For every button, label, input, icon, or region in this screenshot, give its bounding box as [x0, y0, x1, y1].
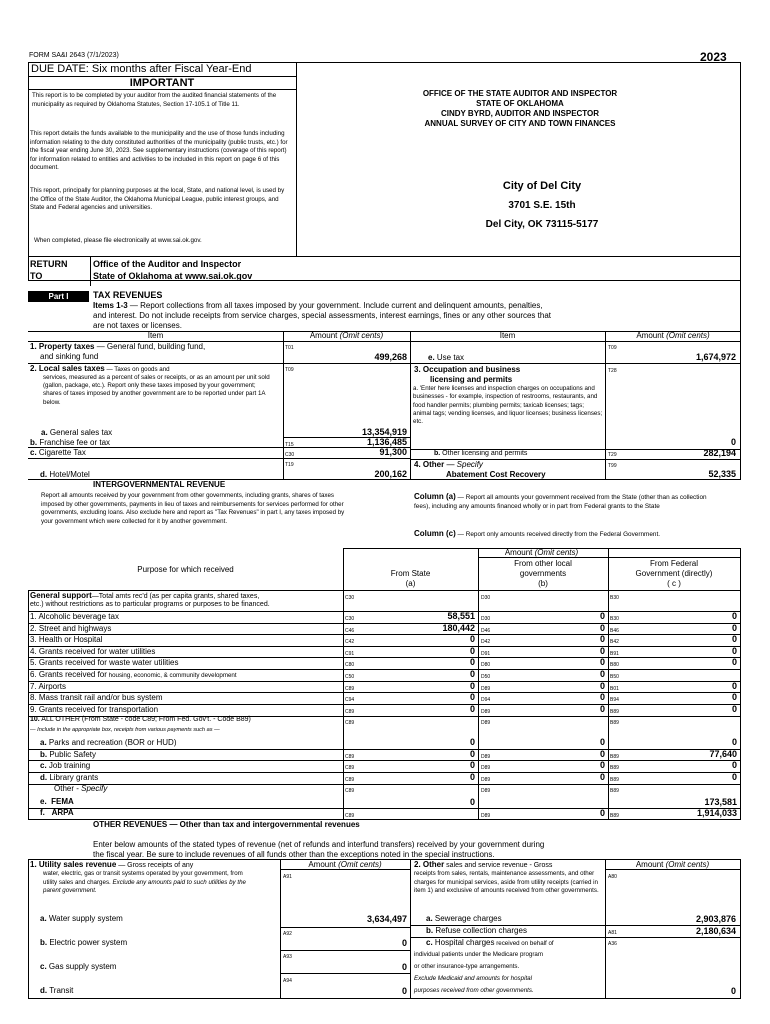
intergov-row-label	[30, 635, 102, 644]
cigarette-text: Cigarette Tax	[36, 448, 86, 457]
return-label	[30, 258, 68, 282]
intergov-code-c: B46	[610, 628, 619, 634]
intergov-value-federal[interactable]: 0	[731, 704, 737, 714]
utility-sales-title: 1. Utility sales revenue	[30, 860, 117, 869]
intergov-value-federal[interactable]: 0	[731, 634, 737, 644]
utility-paragraph	[43, 870, 258, 896]
intergov-row-label-small: housing, economic, & community development	[106, 672, 237, 679]
hospital-line-4: Exclude Medicaid and amounts for hospital	[414, 975, 532, 982]
intergov-other-local[interactable]: 0	[599, 737, 605, 747]
due-date: DUE DATE: Six months after Fiscal Year-End	[31, 63, 252, 75]
form-year: 2023	[700, 50, 727, 64]
intergov-other-label: a.	[40, 738, 47, 747]
intergov-value-federal[interactable]: 0	[731, 646, 737, 656]
intergov-other-local[interactable]: 0	[599, 749, 605, 759]
col-b-line-2: governments	[519, 569, 567, 578]
code-t01: T01	[285, 345, 294, 351]
other-sales-desc: sales and service revenue - Gross	[444, 862, 553, 869]
intergov-code-b: D89	[481, 709, 491, 715]
general-support-desc-2: etc.) without restrictions as to particular programs or purposes to be financed.	[30, 601, 270, 608]
part-i-instr-3: are not taxes or licenses.	[93, 321, 182, 330]
refuse-text: Refuse collection charges	[433, 926, 527, 935]
col-from-federal	[608, 559, 740, 589]
city-state-zip: Del City, OK 73115-5177	[485, 219, 599, 230]
code-c30-gs: C30	[345, 595, 355, 601]
col-amount-left	[283, 331, 410, 340]
intergov-row-label	[30, 624, 111, 633]
fema-row-label	[40, 797, 74, 806]
hospital-line-5: purposes received from other governments.	[414, 987, 534, 994]
intergov-amount-text: Amount	[504, 548, 535, 557]
col-amount-left-em: (Omit cents)	[339, 331, 384, 340]
intergov-value-state[interactable]: 0	[469, 704, 475, 714]
fema-text: FEMA	[51, 797, 74, 806]
intergov-code-c: B01	[610, 686, 619, 692]
code-t29: T29	[608, 452, 617, 458]
code-t99: T99	[608, 463, 617, 469]
code-a36: A36	[608, 941, 617, 947]
office-line-3: CINDY BYRD, AUDITOR AND INSPECTOR	[440, 109, 600, 118]
col-b-line-3: (b)	[538, 579, 548, 588]
code-a92: A92	[283, 931, 292, 937]
hotel-text: Hotel/Motel	[47, 470, 90, 479]
intergov-other-federal[interactable]: 0	[731, 737, 737, 747]
intergov-other-code-c: B89	[610, 777, 619, 783]
local-sales-paragraph: services, measured as a percent of sales or receipts, or as an amount per unit sold (gallon, package, etc.). Report only these taxes imposed by your government; shares of taxes imposed by another government are to be reported under part 1A below.	[43, 374, 270, 406]
transit-text: Transit	[47, 986, 74, 995]
other-tax-title: 4. Other	[414, 460, 445, 469]
intergov-code-b: D42	[481, 639, 491, 645]
intergov-value-local[interactable]: 0	[599, 657, 605, 667]
hospital-value[interactable]: 0	[730, 986, 736, 996]
cigarette-label: c.	[30, 448, 37, 457]
property-taxes-title: 1. Property taxes	[30, 342, 95, 351]
util-amount-header	[280, 860, 410, 869]
intergov-value-state[interactable]: 0	[469, 657, 475, 667]
return-label-2: TO	[30, 271, 43, 281]
col-c-line-1: From Federal	[649, 559, 698, 568]
code-c89-spec: C89	[345, 788, 355, 794]
gas-label: c.	[40, 962, 47, 971]
util-amount-em: (Omit cents)	[338, 860, 382, 869]
intergov-code-b: D80	[481, 662, 491, 668]
intergov-value-local[interactable]: 0	[599, 704, 605, 714]
intergov-other-state[interactable]: 0	[469, 737, 475, 747]
intergov-code-c: B91	[610, 651, 619, 657]
col-a-line-1: From State	[390, 569, 431, 578]
intergov-row-label	[30, 670, 237, 679]
code-a94: A94	[283, 978, 292, 984]
intergov-value-state[interactable]: 0	[469, 692, 475, 702]
franchise-value[interactable]: 1,136,485	[366, 437, 407, 447]
intergov-row-label	[30, 682, 66, 691]
fema-federal-value[interactable]: 173,581	[704, 797, 737, 807]
city-name: City of Del City	[502, 180, 582, 192]
utility-sales-desc: — Gross receipts of any	[116, 862, 194, 869]
hospital-label: c.	[426, 938, 433, 947]
col-item-right: Item	[499, 331, 516, 340]
intergov-value-federal[interactable]: 0	[731, 692, 737, 702]
intergov-value-federal[interactable]: 0	[731, 681, 737, 691]
code-t19: T19	[285, 462, 294, 468]
code-a80: A80	[608, 874, 617, 880]
occupation-paragraph: a. 'Enter here licenses and inspection charges on occupations and businesses - for example, inspection of restrooms, restaurants, and food handler permits; plumbing permits; taxicab licenses; tags; animal tags; vending licenses, and liquor licenses; business licenses; etc.	[413, 385, 603, 426]
gas-text: Gas supply system	[46, 962, 117, 971]
intergov-code-a: C80	[345, 662, 355, 668]
intergov-value-state[interactable]: 0	[469, 634, 475, 644]
intergov-value-local[interactable]: 0	[599, 692, 605, 702]
intergov-code-c: B42	[610, 639, 619, 645]
occupation-a-value[interactable]: 0	[730, 437, 736, 447]
column-a-label: Column (a)	[414, 492, 456, 501]
col-amount-left-text: Amount	[309, 331, 340, 340]
transit-value[interactable]: 0	[401, 986, 407, 996]
form-id: FORM SA&I 2643 (7/1/2023)	[29, 52, 119, 59]
water-label: a.	[40, 914, 47, 923]
use-tax-value[interactable]: 1,674,972	[695, 352, 736, 362]
intergov-other-code-b: D89	[481, 765, 491, 771]
intergov-value-local[interactable]: 0	[599, 634, 605, 644]
intergov-row-label-text: 9. Grants received for transportation	[30, 705, 159, 714]
intergov-code-a: C30	[345, 616, 355, 622]
general-sales-value[interactable]: 13,354,919	[361, 427, 407, 437]
electric-value[interactable]: 0	[401, 938, 407, 948]
column-c-label: Column (c)	[414, 529, 456, 538]
hospital-line-2: individual patients under the Medicare program	[414, 951, 543, 958]
other-revenues-instr-2: the fiscal year. Be sure to include revenues of all funds other than the exceptions noted in the special instructions.	[93, 850, 495, 859]
cigarette-value[interactable]: 91,300	[379, 447, 407, 457]
other-tax-value[interactable]: 52,335	[708, 469, 736, 479]
other-revenues-title: OTHER REVENUES — Other than tax and intergovernmental revenues	[93, 820, 360, 829]
intergov-value-local[interactable]: 0	[599, 681, 605, 691]
code-b89-spec: B89	[610, 788, 619, 794]
intergov-value-state[interactable]: 0	[469, 681, 475, 691]
part-i-label: Part I	[28, 291, 89, 302]
transit-label: d.	[40, 986, 48, 995]
col-from-local	[478, 559, 608, 589]
arpa-label: f.	[40, 808, 45, 817]
electric-label: b.	[40, 938, 48, 947]
intergov-code-b: D89	[481, 686, 491, 692]
intergov-other-label: d.	[40, 773, 48, 782]
hotel-value[interactable]: 200,162	[374, 469, 407, 479]
arpa-row-label	[40, 808, 74, 817]
intergov-other-label: c.	[40, 761, 47, 770]
important-heading: IMPORTANT	[129, 77, 195, 89]
code-b89-10: B89	[610, 720, 619, 726]
col-amount-right	[605, 331, 741, 340]
code-b30-gs: B30	[610, 595, 619, 601]
code-d30-gs: D30	[481, 595, 491, 601]
intergov-other-federal[interactable]: 0	[731, 760, 737, 770]
intergov-other-row	[40, 773, 98, 782]
part-i-title: TAX REVENUES	[93, 290, 163, 300]
intergov-code-c: B94	[610, 697, 619, 703]
intergov-code-a: C50	[345, 674, 355, 680]
other-amount-em: (Omit cents)	[665, 860, 710, 869]
intergov-value-federal[interactable]: 0	[731, 611, 737, 621]
intergov-other-code-a: C89	[345, 754, 355, 760]
code-t28: T28	[608, 368, 617, 374]
other-specify-em: Specify	[81, 784, 108, 793]
intergov-row-label	[30, 693, 163, 702]
intergov-other-code-b: D89	[481, 754, 491, 760]
other-amount-header	[605, 860, 740, 869]
intergov-code-c: B89	[610, 709, 619, 715]
arpa-text: ARPA	[51, 808, 74, 817]
intergov-code-a: C91	[345, 651, 355, 657]
code-t09-a: T09	[285, 367, 294, 373]
intergov-row-label-text: 2. Street and highways	[30, 624, 112, 633]
intergov-other-state[interactable]: 0	[469, 772, 475, 782]
general-support-title: General support	[30, 591, 92, 600]
intergov-other-local[interactable]: 0	[599, 772, 605, 782]
intergov-title: INTERGOVERNMENTAL REVENUE	[93, 480, 226, 489]
general-support-desc: —Total amts rec'd (as per capita grants, shared taxes,	[91, 593, 260, 600]
intergov-other-code-c: B89	[610, 765, 619, 771]
column-c-note	[414, 529, 714, 539]
intergov-value-local[interactable]: 0	[599, 623, 605, 633]
local-sales-desc: — Taxes on goods and	[104, 366, 170, 373]
intergov-code-b: D46	[481, 628, 491, 634]
intergov-other-code-b: D89	[481, 777, 491, 783]
intergov-code-c: B50	[610, 674, 619, 680]
hotel-label: d.	[40, 470, 48, 479]
general-sales-label: a.	[41, 428, 48, 437]
other-revenues-instr-1: Enter below amounts of the stated types of revenue (net of refunds and interfund transfers) received by your government during	[93, 840, 545, 849]
office-line-1: OFFICE OF THE STATE AUDITOR AND INSPECTOR	[422, 89, 618, 98]
refuse-label: b.	[426, 926, 434, 935]
col-a-line-2: (a)	[405, 579, 416, 588]
code-d89-spec: D89	[481, 788, 491, 794]
col-c-line-3: ( c )	[667, 579, 681, 588]
intergov-row-label	[30, 658, 179, 667]
intergov-code-a: C42	[345, 639, 355, 645]
use-tax-label: e.	[428, 353, 435, 362]
intergov-other-code-a: C89	[345, 777, 355, 783]
intergov-row-label	[30, 647, 155, 656]
intergov-other-federal[interactable]: 0	[731, 772, 737, 782]
all-other-title: 10.	[30, 716, 40, 723]
sewer-label: a.	[426, 914, 433, 923]
intergov-value-federal[interactable]: 0	[731, 657, 737, 667]
property-taxes-desc: — General fund, building fund,	[94, 342, 206, 351]
all-other-note: — Include in the appropriate box, receipts from various payments such as —	[30, 727, 220, 733]
occupation-title-1: 3. Occupation and business	[414, 365, 521, 374]
intergov-row-label-text: 7. Airports	[30, 682, 67, 691]
code-t15: T15	[285, 442, 294, 448]
intergov-code-a: C89	[345, 686, 355, 692]
intergov-code-c: B80	[610, 662, 619, 668]
code-t09-b: T09	[608, 345, 617, 351]
water-text: Water supply system	[46, 914, 123, 923]
intergov-code-b: D50	[481, 674, 491, 680]
intergov-row-label	[30, 705, 158, 714]
intergov-other-text: Public Safety	[47, 750, 97, 759]
intro-paragraph-3: This report, principally for planning purposes at the local, State, and national level, is used by the Office of the State Auditor, the Oklahoma Municipal League, public interest groups, and State and Federal agencies and universities.	[30, 187, 285, 212]
intergov-code-a: C94	[345, 697, 355, 703]
all-other-text: ALL OTHER (From State - code C89; From Fed. Gov't. - Code B89)	[39, 716, 251, 723]
file-instructions: When completed, please file electronically at www.sai.ok.gov.	[34, 237, 202, 244]
code-a93: A93	[283, 954, 292, 960]
sewer-text: Sewerage charges	[432, 914, 502, 923]
intergov-amount-em: (Omit cents)	[534, 548, 579, 557]
intergov-code-c: B30	[610, 616, 619, 622]
intergov-other-federal[interactable]: 77,640	[709, 749, 737, 759]
code-d89-arpa: D89	[481, 813, 491, 819]
other-sales-paragraph: receipts from sales, rentals, maintenance assessments, and other charges for municipal services, aside from utility receipts (carried in item 1) and exclusive of amounts received from other governments.	[414, 870, 599, 895]
intro-paragraph-1: This report is to be completed by your auditor from the audited financial statements of the municipality as required by Oklahoma Statutes, Section 17-105.1 of Title 11.	[32, 92, 277, 108]
intergov-row-label	[30, 612, 119, 621]
other-tax-specify: — Specify	[444, 460, 483, 469]
intergov-code-a: C89	[345, 709, 355, 715]
col-b-line-1: From other local	[514, 559, 572, 568]
code-c89-10: C89	[345, 720, 355, 726]
intergov-other-state[interactable]: 0	[469, 749, 475, 759]
sewer-value[interactable]: 2,903,876	[695, 914, 736, 924]
intergov-value-local[interactable]: 0	[599, 646, 605, 656]
franchise-text: Franchise fee or tax	[37, 438, 111, 447]
fema-state-value[interactable]: 0	[469, 797, 475, 807]
franchise-label: b.	[30, 438, 38, 447]
purpose-header: Purpose for which received	[137, 565, 234, 574]
col-amount-right-em: (Omit cents)	[666, 331, 710, 340]
intergov-code-b: D30	[481, 616, 491, 622]
intergov-other-state[interactable]: 0	[469, 760, 475, 770]
col-from-state	[343, 569, 478, 589]
code-c30: C30	[285, 452, 295, 458]
other-licensing-text: Other licensing and permits	[440, 450, 528, 457]
return-address	[93, 258, 252, 282]
intergov-row-label-text: 4. Grants received for water utilities	[30, 647, 156, 656]
use-tax-text: Use tax	[434, 353, 465, 362]
intergov-value-local[interactable]: 0	[599, 611, 605, 621]
utility-para-text: water, electric, gas or transit systems operated by your government, from utility sales and charges.	[43, 870, 243, 886]
office-line-4: ANNUAL SURVEY OF CITY AND TOWN FINANCES	[424, 119, 616, 128]
office-line-2: STATE OF OKLAHOMA	[476, 99, 564, 108]
property-taxes-value[interactable]: 499,268	[374, 352, 407, 362]
arpa-federal-value[interactable]: 1,914,033	[696, 808, 737, 818]
other-amount-text: Amount	[635, 860, 666, 869]
other-sales-title: 2. Other	[414, 860, 445, 869]
general-sales-text: General sales tax	[47, 428, 113, 437]
code-c89-arpa: C89	[345, 813, 355, 819]
intergov-row-label-text: 8. Mass transit rail and/or bus system	[30, 693, 163, 702]
fema-label: e.	[40, 797, 47, 806]
intergov-code-b: D91	[481, 651, 491, 657]
return-label-1: RETURN	[30, 259, 68, 269]
intergov-code-b: D94	[481, 697, 491, 703]
local-sales-title: 2. Local sales taxes	[30, 364, 105, 373]
column-a-note	[414, 492, 714, 511]
intergov-value-state[interactable]: 0	[469, 669, 475, 679]
property-taxes-desc-2: and sinking fund	[40, 352, 99, 361]
intergov-row-label-text: 3. Health or Hospital	[30, 635, 103, 644]
other-licensing-value[interactable]: 282,194	[703, 448, 736, 458]
occupation-title-2: licensing and permits	[430, 375, 513, 384]
electric-text: Electric power system	[47, 938, 128, 947]
util-amount-text: Amount	[308, 860, 339, 869]
return-line-1: Office of the Auditor and Inspector	[93, 259, 242, 269]
intergov-other-code-a: C89	[345, 765, 355, 771]
street-address: 3701 S.E. 15th	[508, 200, 576, 211]
intergov-other-text: Parks and recreation (BOR or HUD)	[46, 738, 177, 747]
code-b89-arpa: B89	[610, 813, 619, 819]
hospital-line-3: or other insurance-type arrangements.	[414, 963, 520, 970]
intergov-value-state[interactable]: 0	[469, 646, 475, 656]
intergov-other-local[interactable]: 0	[599, 760, 605, 770]
intergov-amount-header	[343, 548, 740, 557]
other-licensing-label: b.	[434, 450, 441, 457]
items-label: Items 1-3	[93, 301, 128, 310]
intergov-other-code-c: B89	[610, 754, 619, 760]
intergov-value-state[interactable]: 58,551	[447, 611, 475, 621]
office-block	[300, 89, 740, 129]
code-d89-10: D89	[481, 720, 491, 726]
code-a91: A91	[283, 874, 292, 880]
part-i-instr-1: — Report collections from all taxes imposed by your government. Include current and delinquent amounts, penalties,	[127, 301, 543, 310]
refuse-value[interactable]: 2,180,634	[695, 926, 736, 936]
col-amount-right-text: Amount	[636, 331, 667, 340]
hospital-text: Hospital charges	[432, 938, 495, 947]
col-item-left: Item	[147, 331, 164, 340]
part-i-instr-2: and interest. Do not include receipts from service charges, special assessments, interest earnings, fines or any other sources that	[93, 311, 551, 320]
intergov-paragraph: Report all amounts received by your government from other governments, including grants, shares of taxes imposed by other governments, payments in lieu of taxes and reimbursements for services performed for other governments, excluding loans. Also exclude here and report as "Tax Revenues" in part I, any taxes imposed by your government which were collected for it by another government.	[41, 492, 345, 526]
intergov-other-row	[40, 750, 96, 759]
intro-paragraph-2: This report details the funds available to the municipality and the use of those funds including information relating to the duty constituted authorities of the municipality (public trusts, etc.) for the fiscal year ending June 30, 2023. See supplementary instructions (coverage of this report) for information related to entities and activities to be included in this report on page 6 of this document.	[30, 130, 288, 172]
hospital-desc: received on behalf of	[494, 940, 554, 947]
utility-para-em: Exclude any amounts paid to such utilities by the parent government.	[43, 878, 246, 895]
return-line-2: State of Oklahoma at www.sai.ok.gov	[93, 271, 253, 281]
other-specify-text: Other -	[54, 784, 82, 793]
intergov-other-row	[40, 738, 177, 747]
intergov-other-label: b.	[40, 750, 48, 759]
col-c-line-2: Government (directly)	[635, 569, 713, 578]
intergov-other-row	[40, 761, 90, 770]
intergov-row-label-text: 6. Grants received for	[30, 670, 107, 679]
intergov-row-label-text: 1. Alcoholic beverage tax	[30, 612, 119, 621]
column-c-text: — Report only amounts received directly from the Federal Government.	[455, 531, 661, 538]
intergov-row-label-text: 5. Grants received for waste water utilities	[30, 658, 179, 667]
arpa-local-value[interactable]: 0	[599, 808, 605, 818]
intergov-code-a: C46	[345, 628, 355, 634]
other-tax-text: Abatement Cost Recovery	[446, 470, 546, 479]
intergov-value-federal[interactable]: 0	[731, 623, 737, 633]
intergov-other-text: Library grants	[47, 773, 99, 782]
code-a81: A81	[608, 930, 617, 936]
water-value[interactable]: 3,634,497	[366, 914, 407, 924]
column-a-text: — Report all amounts your government received from the State (other than as collection fees), including any amounts financed wholly or in part from Federal grants to the State	[414, 494, 707, 510]
gas-value[interactable]: 0	[401, 962, 407, 972]
intergov-other-text: Job training	[46, 761, 91, 770]
intergov-value-state[interactable]: 180,442	[442, 623, 475, 633]
intergov-value-local[interactable]: 0	[599, 669, 605, 679]
